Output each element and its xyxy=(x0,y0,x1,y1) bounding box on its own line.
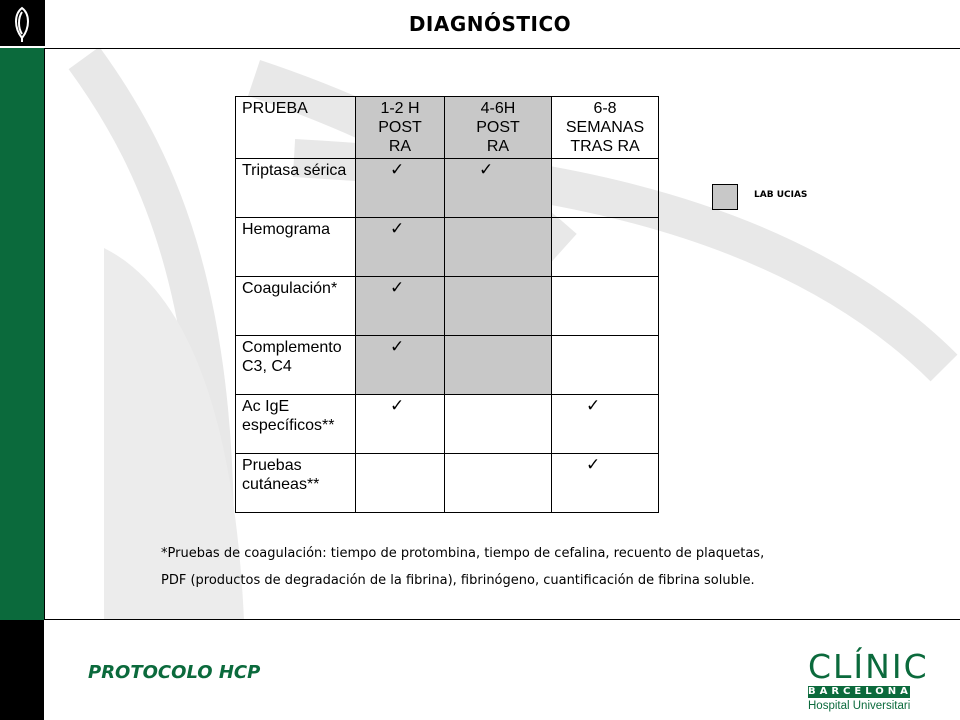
check-cell xyxy=(552,277,659,336)
header-6-8-semanas xyxy=(552,97,659,159)
footer-divider xyxy=(44,619,960,620)
checkmark-icon: ✓ xyxy=(390,219,405,238)
check-cell xyxy=(552,336,659,395)
test-cell xyxy=(236,277,356,336)
diagnostic-table-wrap xyxy=(235,96,659,513)
check-cell xyxy=(445,454,552,513)
test-name: Hemograma xyxy=(242,221,331,238)
checkmark-icon: ✓ xyxy=(586,396,601,415)
check-cell xyxy=(445,218,552,277)
check-cell xyxy=(356,454,445,513)
header-4-6h xyxy=(445,97,552,159)
check-cell xyxy=(445,159,552,218)
check-cell xyxy=(552,395,659,454)
test-name: Complemento C3, C4 xyxy=(242,339,342,375)
check-cell xyxy=(552,218,659,277)
header-prueba xyxy=(236,97,356,159)
test-name: Triptasa sérica xyxy=(242,162,347,179)
check-cell xyxy=(356,336,445,395)
test-cell xyxy=(236,159,356,218)
protocol-label: PROTOCOLO HCP xyxy=(88,662,261,683)
check-cell xyxy=(445,277,552,336)
checkmark-icon: ✓ xyxy=(390,396,405,415)
legend-label: LAB UCIAS xyxy=(754,190,808,200)
check-cell xyxy=(356,395,445,454)
page-title: DIAGNÓSTICO xyxy=(408,12,572,36)
header-text: PRUEBA xyxy=(242,100,308,117)
header-text: 1-2 H POST RA xyxy=(378,100,422,155)
check-cell xyxy=(445,336,552,395)
clinic-city: BARCELONA xyxy=(808,686,912,697)
table-row xyxy=(236,277,659,336)
header-text: 4-6H POST RA xyxy=(476,100,520,155)
check-cell xyxy=(552,159,659,218)
clinic-logo xyxy=(808,647,929,714)
test-name: Coagulación* xyxy=(242,280,338,297)
checkmark-icon: ✓ xyxy=(479,160,494,179)
test-cell xyxy=(236,218,356,277)
clinic-subtitle: Hospital Universitari xyxy=(808,700,911,712)
table-row xyxy=(236,454,659,513)
clinic-name: CLÍNIC xyxy=(808,647,929,686)
checkmark-icon: ✓ xyxy=(390,278,405,297)
checkmark-icon: ✓ xyxy=(390,337,405,356)
table-row xyxy=(236,395,659,454)
header-1-2h xyxy=(356,97,445,159)
test-name: Pruebas cutáneas** xyxy=(242,457,320,493)
diagnostic-table xyxy=(235,96,659,513)
flower-logo-icon xyxy=(0,0,44,46)
test-cell xyxy=(236,395,356,454)
table-row xyxy=(236,336,659,395)
checkmark-icon: ✓ xyxy=(586,455,601,474)
table-row xyxy=(236,218,659,277)
legend-swatch xyxy=(712,184,738,210)
test-cell xyxy=(236,336,356,395)
table-header-row xyxy=(236,97,659,159)
test-name: Ac IgE específicos** xyxy=(242,398,335,434)
test-cell xyxy=(236,454,356,513)
logo-box xyxy=(0,0,45,46)
check-cell xyxy=(445,395,552,454)
check-cell xyxy=(356,277,445,336)
check-cell xyxy=(356,159,445,218)
header-text: 6-8 SEMANAS TRAS RA xyxy=(565,100,645,155)
table-row xyxy=(236,159,659,218)
left-green-band xyxy=(0,48,45,620)
check-cell xyxy=(552,454,659,513)
checkmark-icon: ✓ xyxy=(390,160,405,179)
footnote xyxy=(161,540,861,594)
footnote-line-2: PDF (productos de degradación de la fibrina), fibrinógeno, cuantificación de fibrina soluble. xyxy=(161,573,755,588)
left-dark-band xyxy=(0,620,44,720)
check-cell xyxy=(356,218,445,277)
footnote-line-1: *Pruebas de coagulación: tiempo de protombina, tiempo de cefalina, recuento de plaquetas, xyxy=(161,546,765,561)
